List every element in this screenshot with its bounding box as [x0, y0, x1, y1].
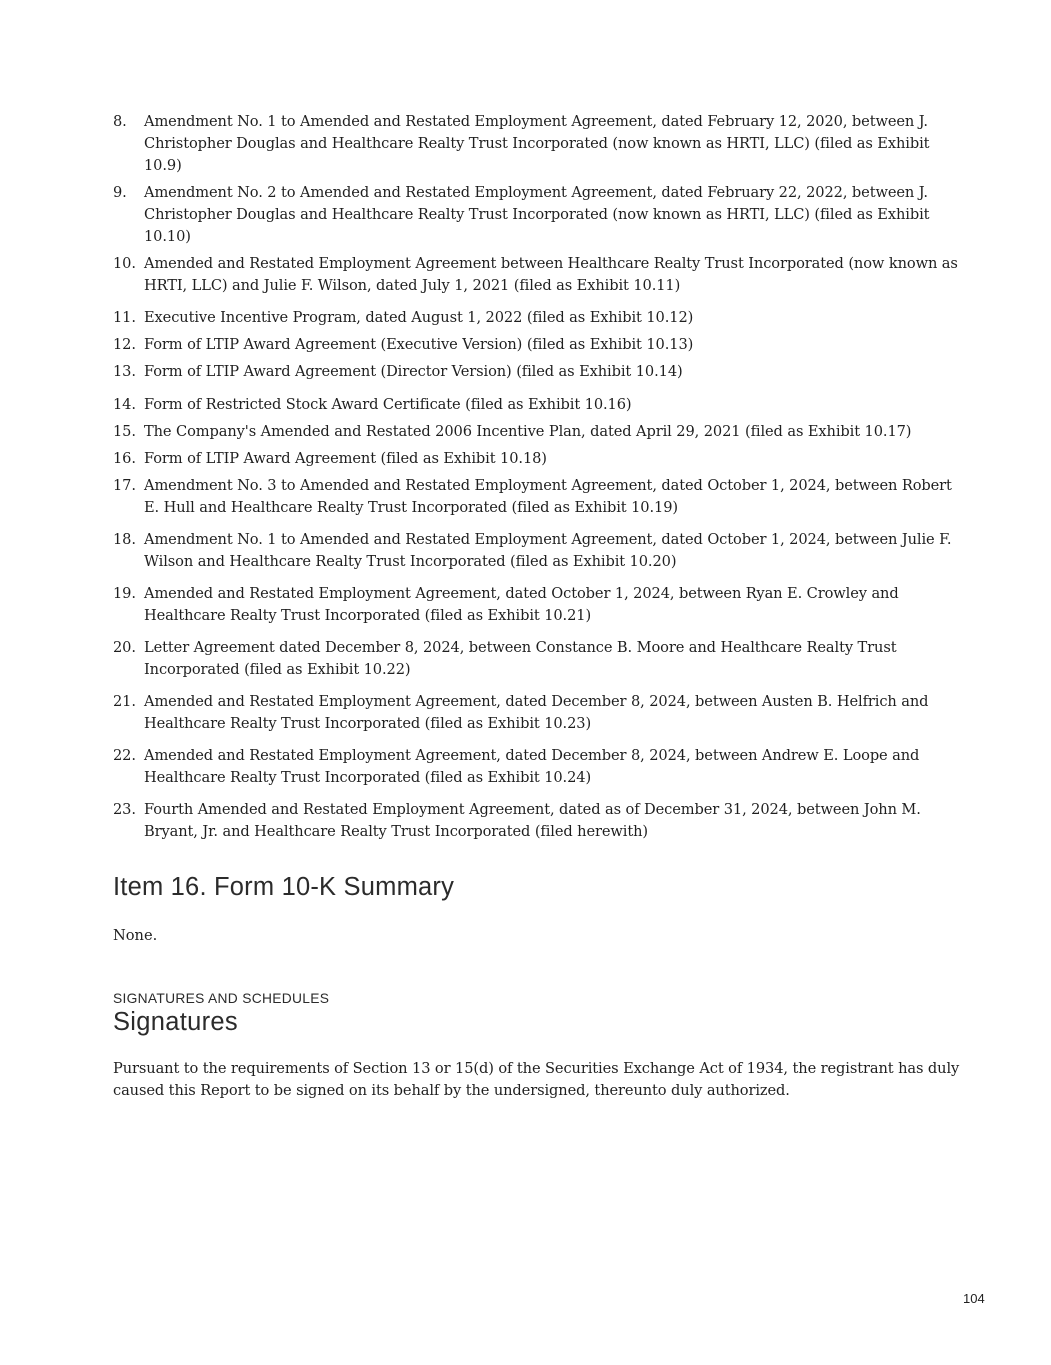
exhibit-text: Amended and Restated Employment Agreement, dated December 8, 2024, between Andrew E. Loope and Healthcare Realty Trust Incorporated (filed as Exhibit 10.24)	[144, 747, 920, 786]
exhibit-text: Amended and Restated Employment Agreement, dated October 1, 2024, between Ryan E. Crowley and Healthcare Realty Trust Incorporated (filed as Exhibit 10.21)	[144, 585, 899, 624]
exhibit-number: 11.	[113, 309, 136, 326]
exhibit-number: 8.	[113, 113, 127, 130]
section-label: SIGNATURES AND SCHEDULES	[113, 991, 330, 1006]
signatures-title: Signatures	[113, 1008, 238, 1036]
page-number: 104	[963, 1291, 985, 1306]
item-16-heading: Item 16. Form 10-K Summary	[113, 873, 455, 901]
exhibit-item	[113, 394, 963, 416]
exhibit-item	[113, 111, 963, 177]
exhibit-text: Executive Incentive Program, dated August 1, 2022 (filed as Exhibit 10.12)	[144, 309, 694, 326]
exhibit-item	[113, 529, 963, 573]
exhibit-item	[113, 799, 963, 843]
item-16-body: None.	[113, 927, 158, 944]
exhibit-text: The Company's Amended and Restated 2006 Incentive Plan, dated April 29, 2021 (filed as Exhibit 10.17)	[144, 423, 912, 440]
exhibit-number: 15.	[113, 423, 136, 440]
exhibit-item	[113, 182, 963, 248]
exhibit-number: 10.	[113, 255, 136, 272]
exhibit-number: 13.	[113, 363, 136, 380]
exhibit-item	[113, 583, 963, 627]
exhibit-text: Amendment No. 1 to Amended and Restated Employment Agreement, dated February 12, 2020, between J. Christopher Douglas and Healthcare Realty Trust Incorporated (now known as HRTI, LLC) (filed as Exhibit 10.9)	[144, 113, 930, 174]
exhibit-text: Form of LTIP Award Agreement (filed as Exhibit 10.18)	[144, 450, 547, 467]
exhibit-text: Form of Restricted Stock Award Certificate (filed as Exhibit 10.16)	[144, 396, 632, 413]
exhibit-list	[113, 111, 963, 843]
exhibit-item	[113, 253, 963, 297]
exhibit-text: Amendment No. 1 to Amended and Restated Employment Agreement, dated October 1, 2024, between Julie F. Wilson and Healthcare Realty Trust Incorporated (filed as Exhibit 10.20)	[144, 531, 952, 570]
exhibit-item	[113, 745, 963, 789]
exhibit-text: Amended and Restated Employment Agreement, dated December 8, 2024, between Austen B. Helfrich and Healthcare Realty Trust Incorporated (filed as Exhibit 10.23)	[144, 693, 929, 732]
exhibit-number: 21.	[113, 693, 136, 710]
exhibit-number: 12.	[113, 336, 136, 353]
exhibit-number: 22.	[113, 747, 136, 764]
exhibit-item	[113, 637, 963, 681]
exhibit-item	[113, 361, 963, 383]
exhibit-text: Form of LTIP Award Agreement (Executive Version) (filed as Exhibit 10.13)	[144, 336, 694, 353]
exhibit-number: 17.	[113, 477, 136, 494]
exhibit-text: Amended and Restated Employment Agreement between Healthcare Realty Trust Incorporated (now known as HRTI, LLC) and Julie F. Wilson, dated July 1, 2021 (filed as Exhibit 10.11)	[144, 255, 958, 294]
exhibit-item	[113, 691, 963, 735]
exhibit-text: Fourth Amended and Restated Employment Agreement, dated as of December 31, 2024, between John M. Bryant, Jr. and Healthcare Realty Trust Incorporated (filed herewith)	[144, 801, 921, 840]
exhibit-item	[113, 421, 963, 443]
exhibit-number: 23.	[113, 801, 136, 818]
exhibit-number: 19.	[113, 585, 136, 602]
exhibit-text: Form of LTIP Award Agreement (Director Version) (filed as Exhibit 10.14)	[144, 363, 683, 380]
exhibit-number: 16.	[113, 450, 136, 467]
signatures-body: Pursuant to the requirements of Section 13 or 15(d) of the Securities Exchange Act of 1934, the registrant has duly caused this Report to be signed on its behalf by the undersigned, thereunto duly authorized.	[113, 1060, 960, 1099]
exhibit-text: Amendment No. 2 to Amended and Restated Employment Agreement, dated February 22, 2022, between J. Christopher Douglas and Healthcare Realty Trust Incorporated (now known as HRTI, LLC) (filed as Exhibit 10.10)	[144, 184, 930, 245]
exhibit-number: 14.	[113, 396, 136, 413]
exhibit-text: Amendment No. 3 to Amended and Restated Employment Agreement, dated October 1, 2024, between Robert E. Hull and Healthcare Realty Trust Incorporated (filed as Exhibit 10.19)	[144, 477, 952, 516]
exhibit-number: 18.	[113, 531, 136, 548]
exhibit-number: 9.	[113, 184, 127, 201]
exhibit-number: 20.	[113, 639, 136, 656]
exhibit-item	[113, 307, 963, 329]
exhibit-item	[113, 475, 963, 519]
exhibit-item	[113, 334, 963, 356]
exhibit-item	[113, 448, 963, 470]
exhibit-text: Letter Agreement dated December 8, 2024, between Constance B. Moore and Healthcare Realty Trust Incorporated (filed as Exhibit 10.22)	[144, 639, 897, 678]
